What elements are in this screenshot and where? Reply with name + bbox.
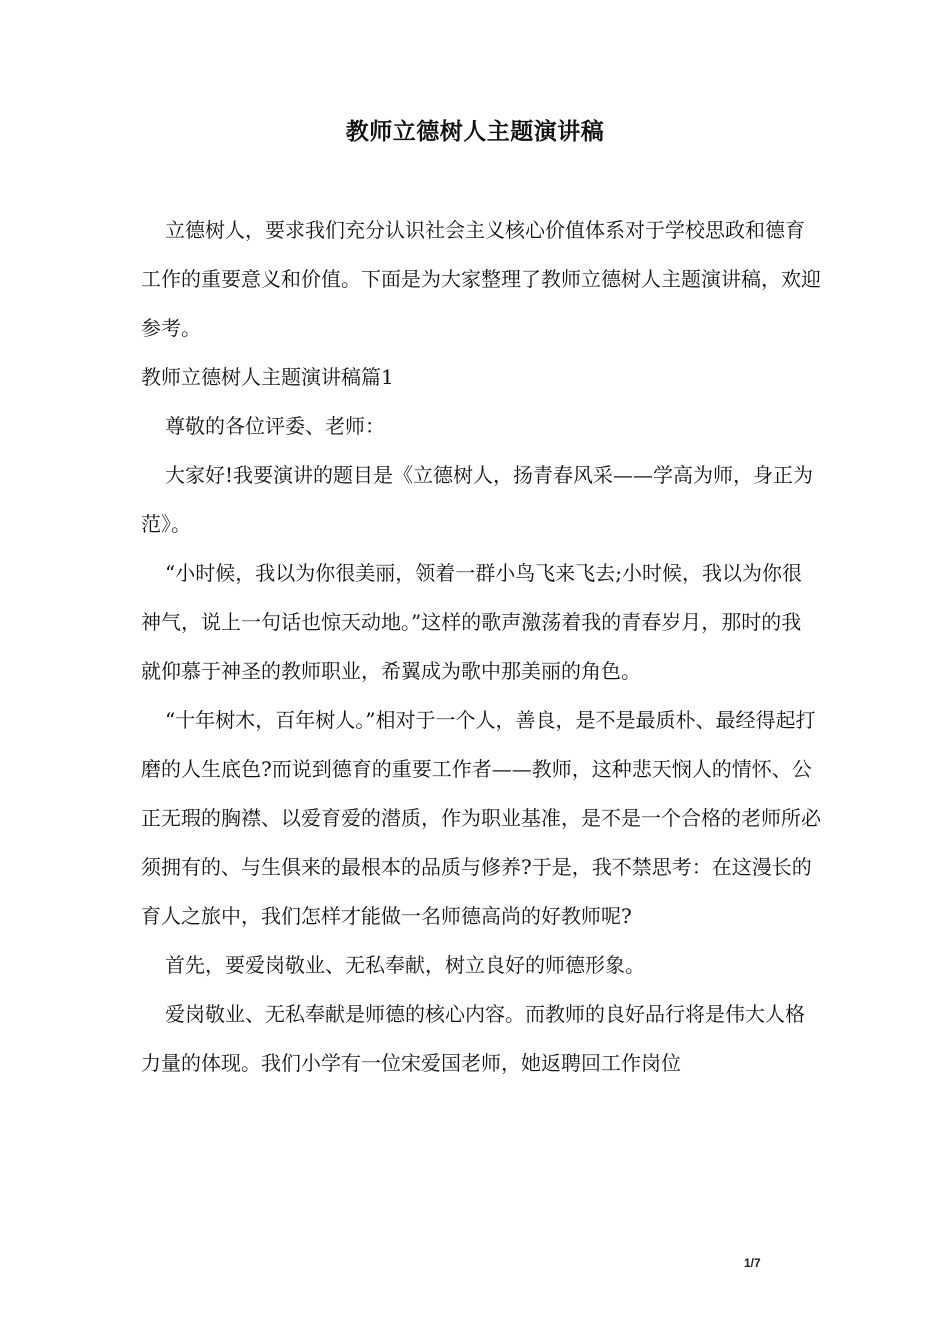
- salutation-paragraph: 尊敬的各位评委、老师：: [165, 414, 385, 438]
- dedication-paragraph: 爱岗敬业、无私奉献是师德的核心内容。而教师的良好品行将是伟大人格力量的体现。我们小学有一位宋爱国老师，她返聘回工作岗位: [141, 1002, 805, 1075]
- document-body: [141, 206, 821, 1088]
- section-heading: 教师立德树人主题演讲稿篇1: [141, 365, 394, 389]
- page-number: 1/7: [744, 1256, 761, 1270]
- proverb-paragraph: “十年树木，百年树人。”相对于一个人，善良，是不是最质朴、最经得起打磨的人生底色?而说到德育的重要工作者——教师，这种悲天悯人的情怀、公正无瑕的胸襟、以爱育爱的潜质，作为职业基准，是不是一个合格的老师所必须拥有的、与生俱来的最根本的品质与修养?于是，我不禁思考：在这漫长的育人之旅中，我们怎样才能做一名师德高尚的好教师呢?: [141, 708, 821, 928]
- document-title: 教师立德树人主题演讲稿: [345, 118, 605, 145]
- greeting-paragraph: 大家好!我要演讲的题目是《立德树人，扬青春风采——学高为师，身正为范》。: [141, 463, 814, 536]
- first-point-paragraph: 首先，要爱岗敬业、无私奉献，树立良好的师德形象。: [165, 953, 645, 977]
- intro-paragraph: 立德树人，要求我们充分认识社会主义核心价值体系对于学校思政和德育工作的重要意义和价值。下面是为大家整理了教师立德树人主题演讲稿，欢迎参考。: [141, 218, 821, 340]
- song-quote-paragraph: “小时候，我以为你很美丽，领着一群小鸟飞来飞去;小时候，我以为你很神气，说上一句话也惊天动地。”这样的歌声激荡着我的青春岁月，那时的我就仰慕于神圣的教师职业，希翼成为歌中那美丽的角色。: [141, 561, 802, 683]
